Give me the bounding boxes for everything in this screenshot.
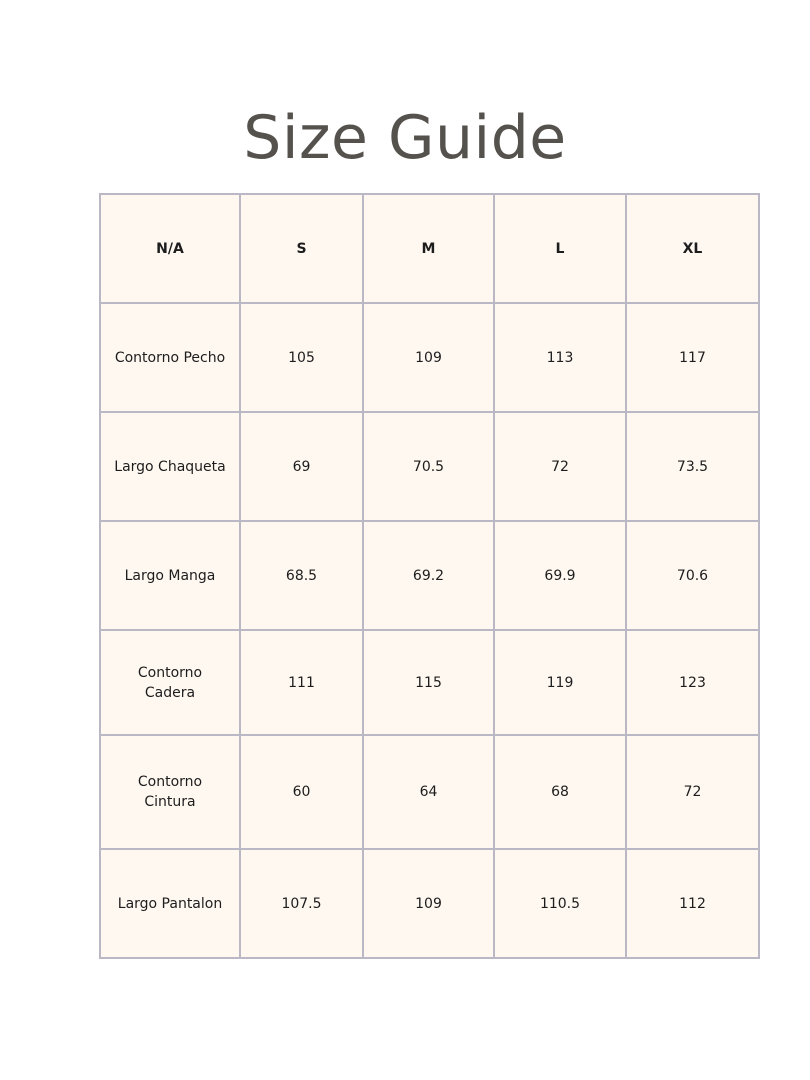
row-label-cell: Largo Manga <box>100 521 240 630</box>
value-cell: 70.5 <box>363 412 494 521</box>
header-cell-size-m: M <box>363 194 494 303</box>
table-header-row <box>100 194 759 303</box>
value-cell: 73.5 <box>626 412 759 521</box>
header-cell-label: N/A <box>100 194 240 303</box>
header-cell-size-s: S <box>240 194 363 303</box>
page-title: Size Guide <box>243 103 567 173</box>
value-cell: 72 <box>626 735 759 849</box>
value-cell: 115 <box>363 630 494 735</box>
value-cell: 113 <box>494 303 626 412</box>
value-cell: 69 <box>240 412 363 521</box>
row-label-cell: Largo Pantalon <box>100 849 240 958</box>
table-row <box>100 303 759 412</box>
value-cell: 69.2 <box>363 521 494 630</box>
value-cell: 70.6 <box>626 521 759 630</box>
value-cell: 109 <box>363 849 494 958</box>
value-cell: 68 <box>494 735 626 849</box>
value-cell: 64 <box>363 735 494 849</box>
value-cell: 117 <box>626 303 759 412</box>
table-row <box>100 849 759 958</box>
value-cell: 119 <box>494 630 626 735</box>
value-cell: 60 <box>240 735 363 849</box>
value-cell: 105 <box>240 303 363 412</box>
value-cell: 69.9 <box>494 521 626 630</box>
value-cell: 107.5 <box>240 849 363 958</box>
value-cell: 110.5 <box>494 849 626 958</box>
header-cell-size-xl: XL <box>626 194 759 303</box>
row-label-cell: Contorno Cintura <box>100 735 240 849</box>
table-row <box>100 412 759 521</box>
value-cell: 112 <box>626 849 759 958</box>
row-label-cell: Contorno Cadera <box>100 630 240 735</box>
table-row <box>100 735 759 849</box>
row-label-cell: Contorno Pecho <box>100 303 240 412</box>
value-cell: 72 <box>494 412 626 521</box>
value-cell: 111 <box>240 630 363 735</box>
value-cell: 68.5 <box>240 521 363 630</box>
value-cell: 109 <box>363 303 494 412</box>
table-row <box>100 630 759 735</box>
table-row <box>100 521 759 630</box>
row-label-cell: Largo Chaqueta <box>100 412 240 521</box>
size-guide-table <box>99 193 760 959</box>
header-cell-size-l: L <box>494 194 626 303</box>
value-cell: 123 <box>626 630 759 735</box>
